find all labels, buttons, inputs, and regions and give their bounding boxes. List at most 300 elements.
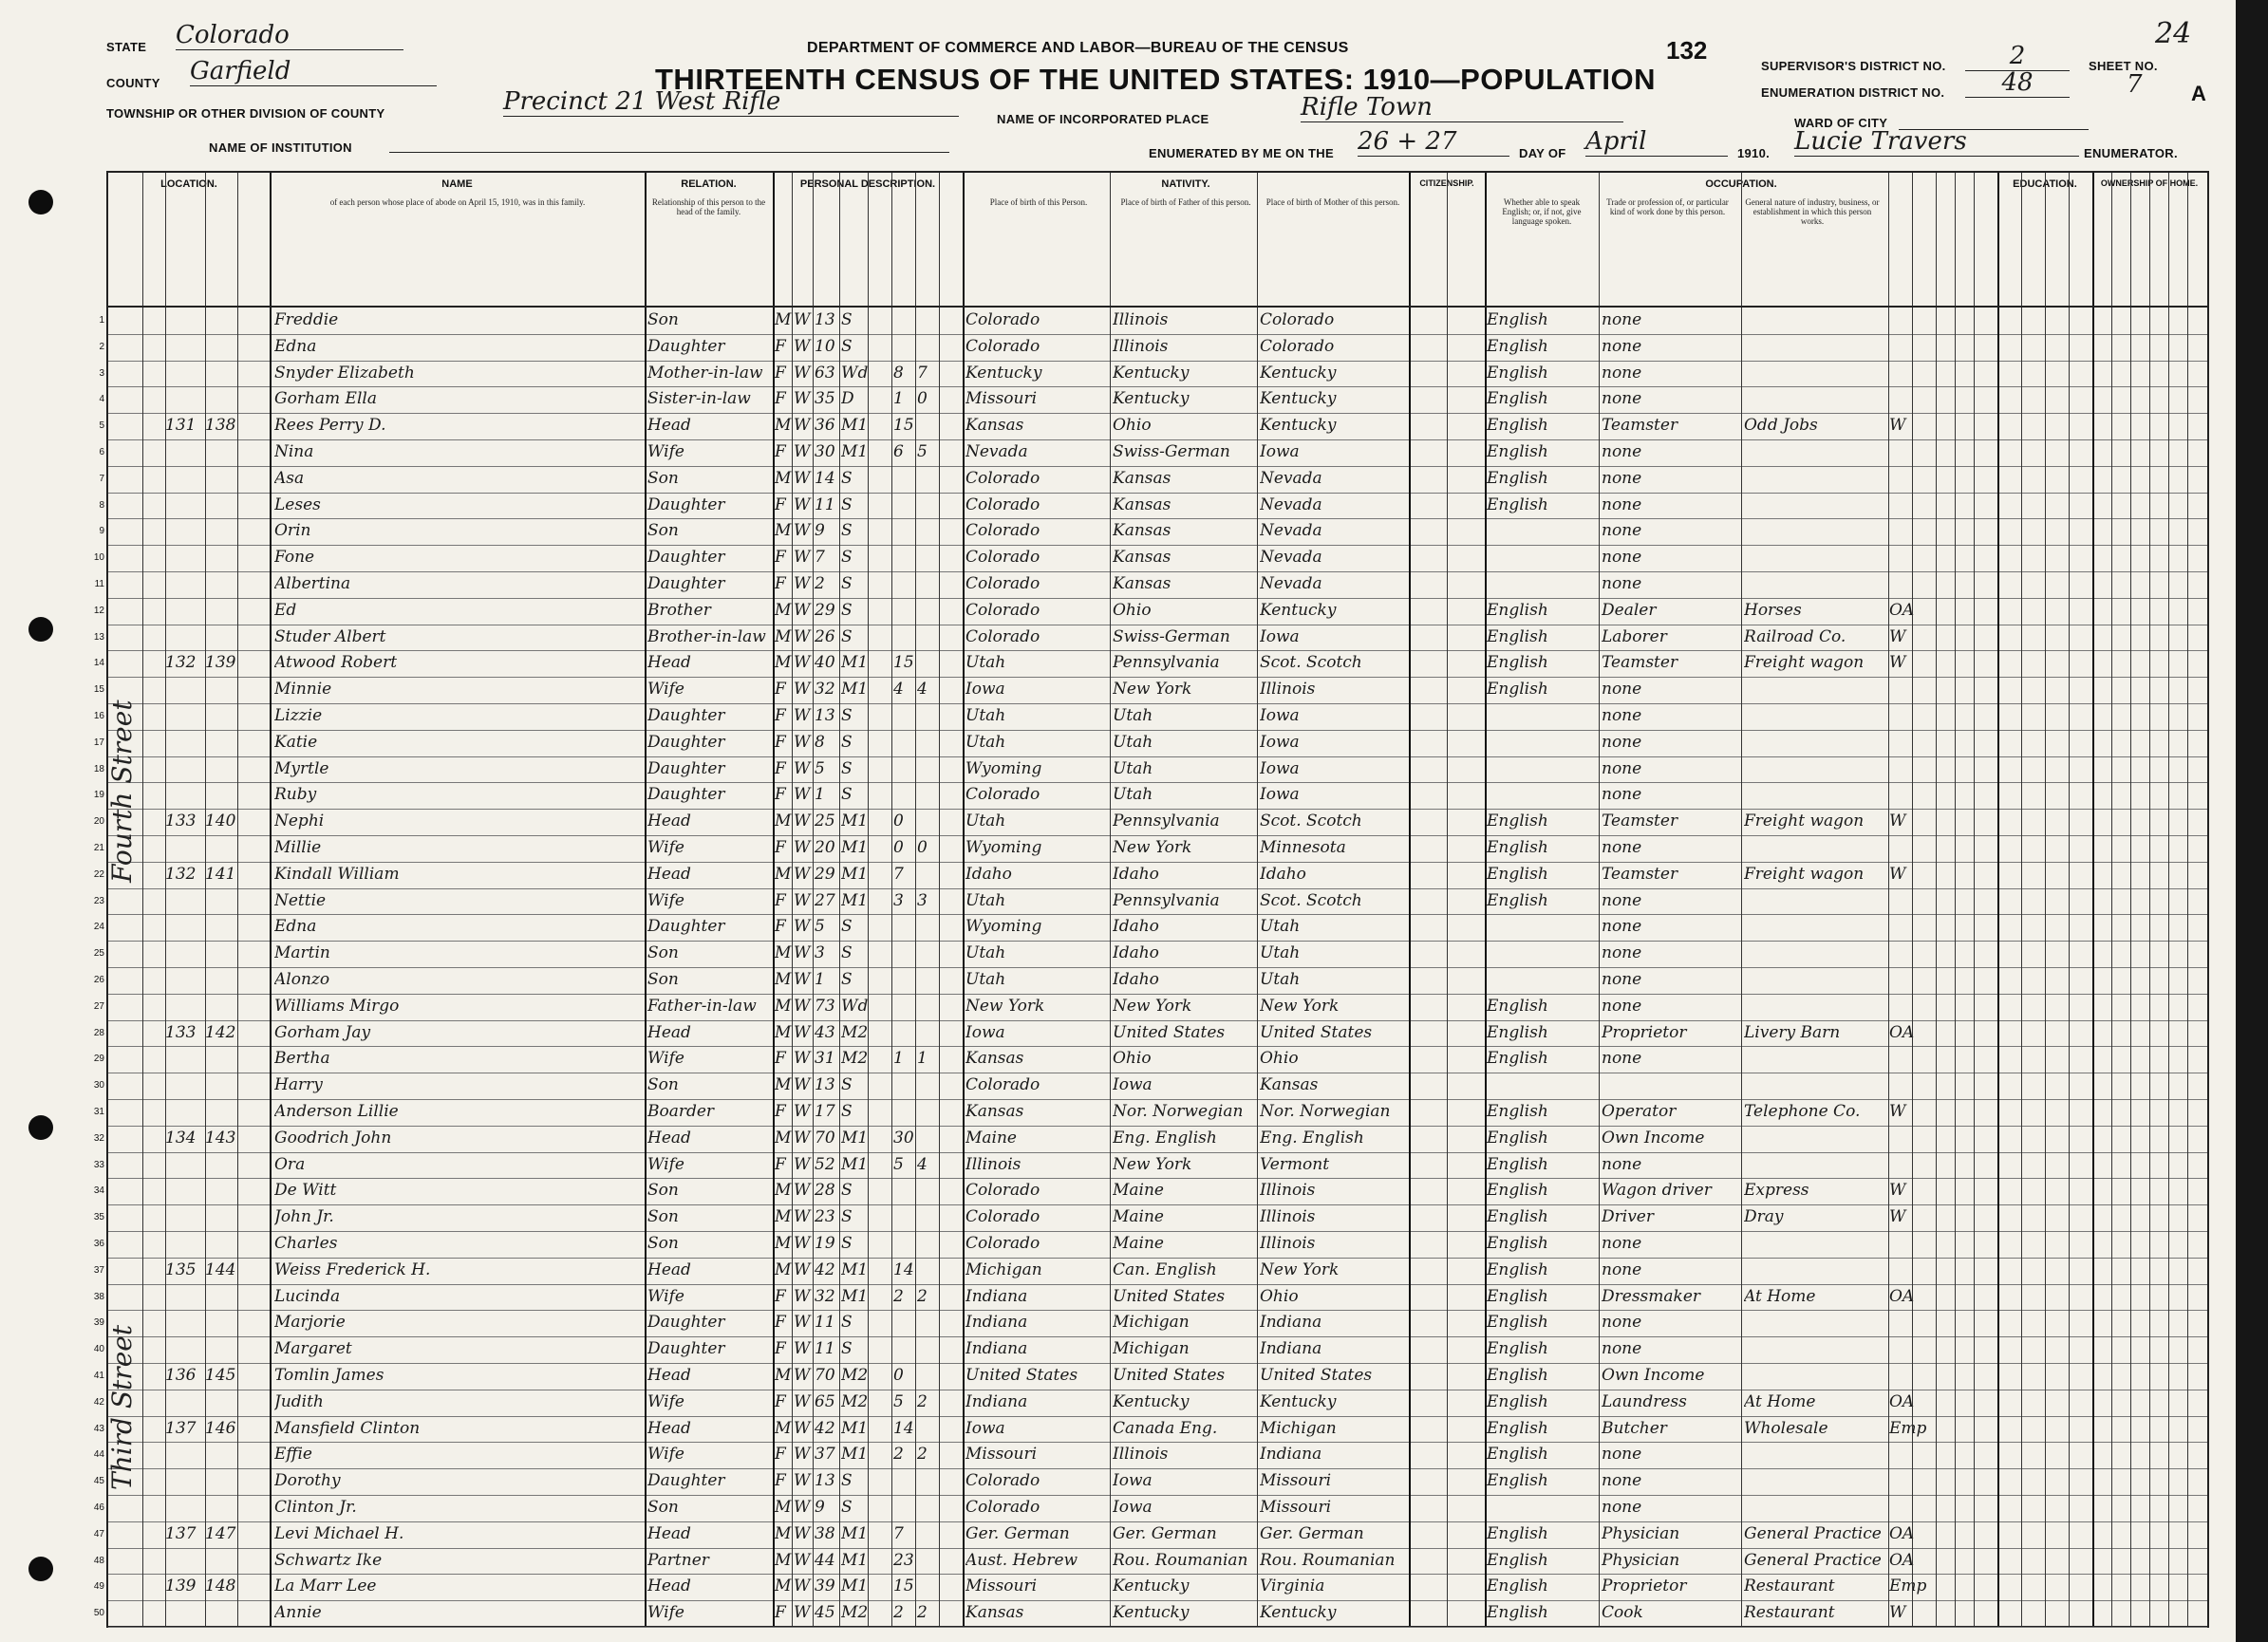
industry-cell: Express <box>1744 1181 1809 1201</box>
sex-cell: F <box>775 758 786 778</box>
language-cell: English <box>1487 494 1548 514</box>
column-rule <box>2187 173 2188 1626</box>
industry-cell: General Practice <box>1744 1550 1882 1570</box>
enumeration-value: 48 <box>1965 68 2070 98</box>
race-cell: W <box>794 468 811 488</box>
mother-birthplace-cell: Idaho <box>1260 864 1306 884</box>
relation-cell: Son <box>647 468 679 488</box>
birthplace-cell: Colorado <box>965 468 1040 488</box>
group-name: NAME <box>441 178 473 190</box>
birthplace-cell: Colorado <box>965 600 1040 620</box>
mother-birthplace-cell: Illinois <box>1260 1234 1316 1253</box>
row-rule <box>108 730 2207 731</box>
sex-cell: M <box>775 626 792 646</box>
father-birthplace-cell: Ohio <box>1113 600 1152 620</box>
person-name: Williams Mirgo <box>274 996 400 1016</box>
row-rule <box>108 1310 2207 1311</box>
sex-cell: M <box>775 970 792 989</box>
trade-cell: none <box>1602 732 1642 752</box>
birthplace-cell: Aust. Hebrew <box>965 1550 1078 1570</box>
language-cell: English <box>1487 626 1548 646</box>
industry-cell: Freight wagon <box>1744 812 1865 831</box>
row-rule <box>108 888 2207 889</box>
race-cell: W <box>794 1523 811 1543</box>
institution-label: NAME OF INSTITUTION <box>209 140 352 155</box>
marital-cell: M1 <box>841 1523 868 1543</box>
line-number: 48 <box>93 1555 104 1566</box>
column-rule <box>963 173 965 1626</box>
relation-cell: Son <box>647 1181 679 1201</box>
enumerated-days: 26 + 27 <box>1358 127 1509 157</box>
birthplace-cell: Utah <box>965 890 1006 910</box>
age-cell: 32 <box>815 680 835 700</box>
age-cell: 31 <box>815 1049 835 1069</box>
birthplace-cell: Kansas <box>965 1102 1024 1121</box>
marital-cell: M1 <box>841 653 868 673</box>
children-born-cell: 0 <box>893 838 904 857</box>
children-born-cell: 5 <box>893 1391 904 1411</box>
marital-cell: M2 <box>841 1022 868 1042</box>
trade-cell: Laborer <box>1602 626 1667 646</box>
sex-cell: F <box>775 1471 786 1491</box>
father-birthplace-cell: Idaho <box>1113 917 1159 937</box>
line-number: 6 <box>99 447 104 457</box>
mother-birthplace-cell: New York <box>1260 996 1340 1016</box>
sex-cell: F <box>775 1102 786 1121</box>
relation-cell: Daughter <box>647 732 725 752</box>
father-birthplace-cell: Maine <box>1113 1181 1164 1201</box>
column-rule <box>142 173 143 1626</box>
mother-birthplace-cell: Iowa <box>1260 706 1300 725</box>
relation-cell: Daughter <box>647 336 725 356</box>
person-name: Gorham Ella <box>274 389 377 409</box>
marital-cell: S <box>841 943 853 963</box>
row-rule <box>108 545 2207 546</box>
industry-cell: Railroad Co. <box>1744 626 1846 646</box>
sex-cell: F <box>775 680 786 700</box>
age-cell: 65 <box>815 1391 835 1411</box>
person-name: Rees Perry D. <box>274 416 386 436</box>
age-cell: 3 <box>815 943 825 963</box>
person-name: Weiss Frederick H. <box>274 1259 431 1279</box>
children-born-cell: 1 <box>893 1049 904 1069</box>
row-rule <box>108 1442 2207 1443</box>
line-number: 44 <box>93 1449 104 1461</box>
children-born-cell: 8 <box>893 363 904 383</box>
birthplace-cell: Colorado <box>965 548 1040 568</box>
institution-line <box>389 150 949 153</box>
column-rule <box>1936 173 1937 1626</box>
father-birthplace-cell: New York <box>1113 838 1192 857</box>
father-birthplace-cell: Utah <box>1113 732 1153 752</box>
trade-cell: Cook <box>1602 1603 1643 1623</box>
mother-birthplace-cell: Kentucky <box>1260 1391 1337 1411</box>
marital-cell: S <box>841 1102 853 1121</box>
father-birthplace-cell: United States <box>1113 1366 1226 1385</box>
trade-cell: none <box>1602 494 1642 514</box>
row-rule <box>108 1416 2207 1417</box>
employer-cell: Emp <box>1889 1577 1927 1596</box>
language-cell: English <box>1487 310 1548 329</box>
trade-cell: none <box>1602 548 1642 568</box>
mother-birthplace-cell: Nevada <box>1260 494 1322 514</box>
family-number: 144 <box>205 1259 236 1279</box>
father-birthplace-cell: Idaho <box>1113 943 1159 963</box>
marital-cell: S <box>841 970 853 989</box>
father-birthplace-cell: Pennsylvania <box>1113 890 1220 910</box>
marital-cell: M2 <box>841 1603 868 1623</box>
line-number: 50 <box>93 1608 104 1619</box>
father-birthplace-cell: Pennsylvania <box>1113 812 1220 831</box>
column-rule <box>1409 173 1411 1626</box>
line-number: 23 <box>93 895 104 906</box>
marital-cell: M1 <box>841 1154 868 1174</box>
sex-cell: F <box>775 548 786 568</box>
sex-cell: M <box>775 943 792 963</box>
trade-cell: none <box>1602 1259 1642 1279</box>
relation-cell: Head <box>647 1418 691 1438</box>
person-name: Levi Michael H. <box>274 1523 404 1543</box>
trade-cell: Butcher <box>1602 1418 1667 1438</box>
line-number: 17 <box>93 737 104 748</box>
mother-birthplace-cell: Iowa <box>1260 626 1300 646</box>
family-number: 147 <box>205 1523 236 1543</box>
person-name: Ora <box>274 1154 306 1174</box>
birthplace-cell: Colorado <box>965 1075 1040 1095</box>
employer-cell: W <box>1889 1181 1906 1201</box>
language-cell: English <box>1487 996 1548 1016</box>
birthplace-cell: Idaho <box>965 864 1012 884</box>
column-rule <box>2111 173 2112 1626</box>
trade-cell: none <box>1602 1154 1642 1174</box>
column-rule <box>1974 173 1975 1626</box>
race-cell: W <box>794 1603 811 1623</box>
father-birthplace-cell: Iowa <box>1113 1075 1153 1095</box>
birthplace-cell: Colorado <box>965 336 1040 356</box>
column-rule <box>839 173 840 1626</box>
father-birthplace-cell: United States <box>1113 1022 1226 1042</box>
family-number: 142 <box>205 1022 236 1042</box>
mother-birthplace-cell: Vermont <box>1260 1154 1330 1174</box>
person-name: Alonzo <box>274 970 330 989</box>
mother-birthplace-cell: Kentucky <box>1260 600 1337 620</box>
age-cell: 2 <box>815 574 825 593</box>
mother-birthplace-cell: Indiana <box>1260 1339 1322 1359</box>
trade-cell: Own Income <box>1602 1128 1705 1148</box>
row-rule <box>108 1204 2207 1205</box>
age-cell: 43 <box>815 1022 835 1042</box>
children-living-cell: 1 <box>917 1049 928 1069</box>
person-name: Effie <box>274 1445 312 1465</box>
race-cell: W <box>794 1234 811 1253</box>
line-number: 30 <box>93 1080 104 1092</box>
race-cell: W <box>794 494 811 514</box>
row-rule <box>108 1258 2207 1259</box>
row-rule <box>108 756 2207 757</box>
employer-cell: OA <box>1889 1022 1915 1042</box>
employer-cell: W <box>1889 864 1906 884</box>
person-name: Millie <box>274 838 322 857</box>
row-rule <box>108 835 2207 836</box>
age-cell: 11 <box>815 1313 835 1333</box>
trade-cell: none <box>1602 1471 1642 1491</box>
children-born-cell: 2 <box>893 1286 904 1306</box>
sheet-letter: A <box>2191 82 2207 105</box>
father-birthplace-cell: Maine <box>1113 1234 1164 1253</box>
marital-cell: S <box>841 706 853 725</box>
children-born-cell: 15 <box>893 416 914 436</box>
row-rule <box>108 1020 2207 1021</box>
birthplace-cell: Utah <box>965 732 1006 752</box>
relation-cell: Daughter <box>647 1313 725 1333</box>
day-of-label: DAY OF <box>1519 146 1566 160</box>
relation-cell: Wife <box>647 1154 684 1174</box>
mother-birthplace-cell: Virginia <box>1260 1577 1325 1596</box>
trade-cell: Teamster <box>1602 812 1678 831</box>
person-name: Myrtle <box>274 758 329 778</box>
subhead-name: of each person whose place of abode on April 15, 1910, was in this family. <box>329 197 586 207</box>
line-number: 42 <box>93 1396 104 1408</box>
relation-cell: Wife <box>647 1603 684 1623</box>
language-cell: English <box>1487 416 1548 436</box>
group-occupation: OCCUPATION. <box>1705 178 1777 190</box>
sex-cell: M <box>775 653 792 673</box>
trade-cell: Physician <box>1602 1523 1680 1543</box>
trade-cell: Teamster <box>1602 864 1678 884</box>
sex-cell: F <box>775 890 786 910</box>
column-rule <box>2149 173 2150 1626</box>
marital-cell: S <box>841 1075 853 1095</box>
column-rule <box>1110 173 1111 1626</box>
trade-cell: Own Income <box>1602 1366 1705 1385</box>
mother-birthplace-cell: Nevada <box>1260 521 1322 541</box>
street-name-third: Third Street <box>106 1324 138 1490</box>
children-living-cell: 5 <box>917 442 928 461</box>
children-living-cell: 3 <box>917 890 928 910</box>
age-cell: 28 <box>815 1181 835 1201</box>
age-cell: 19 <box>815 1234 835 1253</box>
column-rule <box>1485 173 1487 1626</box>
group-ownership: OWNERSHIP OF HOME. <box>2100 178 2199 188</box>
age-cell: 70 <box>815 1128 835 1148</box>
industry-cell: Horses <box>1744 600 1802 620</box>
relation-cell: Head <box>647 1577 691 1596</box>
line-number: 27 <box>93 1000 104 1012</box>
birthplace-cell: Indiana <box>965 1391 1028 1411</box>
row-rule <box>108 1600 2207 1601</box>
relation-cell: Son <box>647 1207 679 1227</box>
marital-cell: Wd <box>841 363 868 383</box>
trade-cell: none <box>1602 838 1642 857</box>
children-born-cell: 0 <box>893 812 904 831</box>
birthplace-cell: Colorado <box>965 1207 1040 1227</box>
marital-cell: M1 <box>841 1577 868 1596</box>
department-line: DEPARTMENT OF COMMERCE AND LABOR—BUREAU OF THE CENSUS <box>807 40 1349 56</box>
marital-cell: S <box>841 600 853 620</box>
trade-cell: Physician <box>1602 1550 1680 1570</box>
sex-cell: F <box>775 363 786 383</box>
age-cell: 5 <box>815 758 825 778</box>
person-name: Freddie <box>274 310 339 329</box>
line-number: 18 <box>93 763 104 774</box>
trade-cell: none <box>1602 758 1642 778</box>
marital-cell: M1 <box>841 1128 868 1148</box>
sex-cell: F <box>775 1391 786 1411</box>
father-birthplace-cell: Kansas <box>1113 494 1171 514</box>
relation-cell: Head <box>647 653 691 673</box>
relation-cell: Son <box>647 1075 679 1095</box>
race-cell: W <box>794 1128 811 1148</box>
birthplace-cell: Wyoming <box>965 758 1042 778</box>
marital-cell: S <box>841 1234 853 1253</box>
birthplace-cell: Colorado <box>965 521 1040 541</box>
relation-cell: Wife <box>647 1445 684 1465</box>
person-name: Charles <box>274 1234 338 1253</box>
sex-cell: F <box>775 442 786 461</box>
person-name: Goodrich John <box>274 1128 392 1148</box>
father-birthplace-cell: Utah <box>1113 785 1153 805</box>
person-name: Schwartz Ike <box>274 1550 383 1570</box>
father-birthplace-cell: United States <box>1113 1286 1226 1306</box>
column-rule <box>165 173 166 1626</box>
column-rule <box>792 173 793 1626</box>
sex-cell: F <box>775 336 786 356</box>
race-cell: W <box>794 1445 811 1465</box>
row-rule <box>108 1126 2207 1127</box>
marital-cell: S <box>841 917 853 937</box>
age-cell: 27 <box>815 890 835 910</box>
subhead-relation: Relationship of this person to the head of the family. <box>651 197 766 216</box>
children-born-cell: 3 <box>893 890 904 910</box>
race-cell: W <box>794 389 811 409</box>
age-cell: 26 <box>815 626 835 646</box>
mother-birthplace-cell: Utah <box>1260 917 1301 937</box>
family-number: 139 <box>205 653 236 673</box>
industry-cell: Restaurant <box>1744 1603 1835 1623</box>
column-rule <box>868 173 869 1626</box>
township-label: TOWNSHIP OR OTHER DIVISION OF COUNTY <box>106 106 385 121</box>
trade-cell: none <box>1602 970 1642 989</box>
father-birthplace-cell: Nor. Norwegian <box>1113 1102 1244 1121</box>
binder-hole <box>28 1557 53 1581</box>
sex-cell: F <box>775 785 786 805</box>
race-cell: W <box>794 785 811 805</box>
race-cell: W <box>794 680 811 700</box>
column-rule <box>891 173 892 1626</box>
relation-cell: Son <box>647 943 679 963</box>
line-number: 9 <box>99 526 104 537</box>
row-rule <box>108 967 2207 968</box>
column-rule <box>645 173 647 1626</box>
mother-birthplace-cell: Illinois <box>1260 1181 1316 1201</box>
age-cell: 13 <box>815 310 835 329</box>
sex-cell: F <box>775 1339 786 1359</box>
children-born-cell: 2 <box>893 1445 904 1465</box>
language-cell: English <box>1487 1577 1548 1596</box>
census-title: THIRTEENTH CENSUS OF THE UNITED STATES: 1910—POPULATION <box>655 63 1657 96</box>
person-name: Dorothy <box>274 1471 341 1491</box>
sex-cell: F <box>775 1049 786 1069</box>
father-birthplace-cell: Kansas <box>1113 468 1171 488</box>
dwelling-number: 131 <box>165 416 197 436</box>
mother-birthplace-cell: Scot. Scotch <box>1260 812 1362 831</box>
age-cell: 70 <box>815 1366 835 1385</box>
sex-cell: M <box>775 864 792 884</box>
relation-cell: Wife <box>647 1391 684 1411</box>
line-number: 47 <box>93 1528 104 1539</box>
family-number: 146 <box>205 1418 236 1438</box>
row-rule <box>108 413 2207 414</box>
column-rule <box>1257 173 1258 1626</box>
relation-cell: Daughter <box>647 548 725 568</box>
age-cell: 44 <box>815 1550 835 1570</box>
row-rule <box>108 361 2207 362</box>
age-cell: 42 <box>815 1418 835 1438</box>
father-birthplace-cell: Swiss-German <box>1113 442 1230 461</box>
age-cell: 37 <box>815 1445 835 1465</box>
relation-cell: Wife <box>647 838 684 857</box>
children-born-cell: 7 <box>893 1523 904 1543</box>
marital-cell: M1 <box>841 680 868 700</box>
relation-cell: Wife <box>647 680 684 700</box>
race-cell: W <box>794 1418 811 1438</box>
person-name: Atwood Robert <box>274 653 398 673</box>
language-cell: English <box>1487 1022 1548 1042</box>
column-rule <box>270 173 272 1626</box>
relation-cell: Head <box>647 1523 691 1543</box>
birthplace-cell: Utah <box>965 653 1006 673</box>
line-number: 19 <box>93 790 104 801</box>
person-name: Anderson Lillie <box>274 1102 399 1121</box>
relation-cell: Son <box>647 1234 679 1253</box>
age-cell: 73 <box>815 996 835 1016</box>
row-rule <box>108 1627 2207 1628</box>
race-cell: W <box>794 1207 811 1227</box>
sex-cell: M <box>775 600 792 620</box>
marital-cell: S <box>841 494 853 514</box>
race-cell: W <box>794 1498 811 1517</box>
supervisor-label: SUPERVISOR'S DISTRICT NO. <box>1761 59 1946 73</box>
age-cell: 17 <box>815 1102 835 1121</box>
family-number: 148 <box>205 1577 236 1596</box>
father-birthplace-cell: Kansas <box>1113 521 1171 541</box>
sex-cell: F <box>775 838 786 857</box>
language-cell: English <box>1487 812 1548 831</box>
sex-cell: M <box>775 1207 792 1227</box>
race-cell: W <box>794 653 811 673</box>
children-living-cell: 7 <box>917 363 928 383</box>
line-number: 5 <box>99 420 104 432</box>
group-nativity: NATIVITY. <box>1161 178 1210 190</box>
enumeration-label: ENUMERATION DISTRICT NO. <box>1761 85 1945 100</box>
language-cell: English <box>1487 363 1548 383</box>
marital-cell: S <box>841 1207 853 1227</box>
birthplace-cell: Utah <box>965 706 1006 725</box>
father-birthplace-cell: Iowa <box>1113 1471 1153 1491</box>
family-number: 138 <box>205 416 236 436</box>
line-number: 16 <box>93 711 104 721</box>
dwelling-number: 132 <box>165 653 197 673</box>
enumerator-name: Lucie Travers <box>1794 127 2079 157</box>
industry-cell: General Practice <box>1744 1523 1882 1543</box>
employer-cell: W <box>1889 1603 1906 1623</box>
birthplace-cell: Utah <box>965 812 1006 831</box>
trade-cell: Wagon driver <box>1602 1181 1712 1201</box>
mother-birthplace-cell: Scot. Scotch <box>1260 890 1362 910</box>
line-number: 12 <box>93 605 104 616</box>
row-rule <box>108 439 2207 440</box>
mother-birthplace-cell: Eng. English <box>1260 1128 1364 1148</box>
